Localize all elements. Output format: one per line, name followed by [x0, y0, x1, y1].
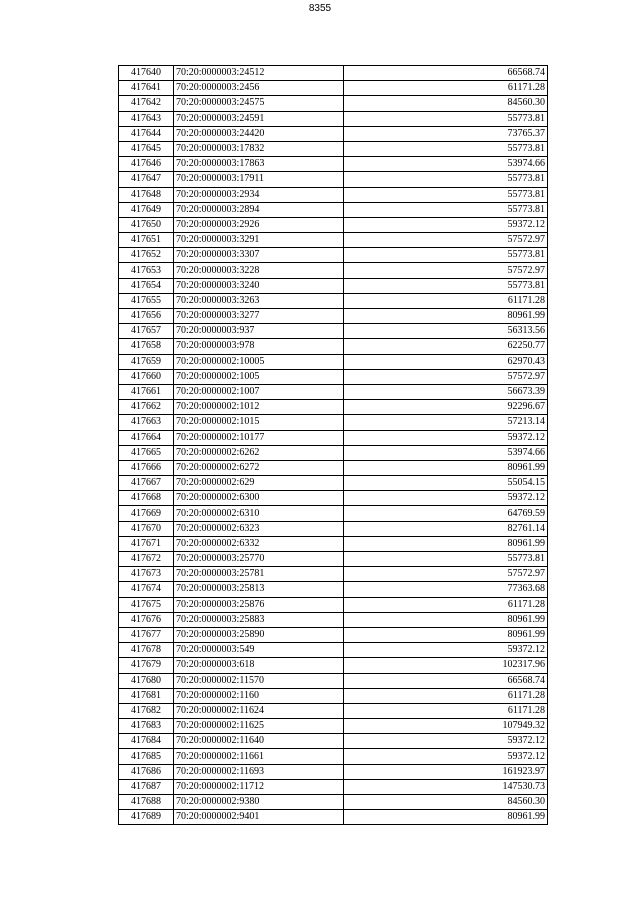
- row-number-cell: 417664: [119, 430, 174, 445]
- value-cell: 92296.67: [344, 400, 548, 415]
- row-number-cell: 417650: [119, 217, 174, 232]
- table-row: [119, 233, 548, 248]
- table-row: [119, 415, 548, 430]
- cadastral-number-cell: 70:20:0000003:24591: [174, 111, 344, 126]
- table-row: [119, 66, 548, 81]
- table-row: [119, 476, 548, 491]
- cadastral-number-cell: 70:20:0000003:24575: [174, 96, 344, 111]
- row-number-cell: 417661: [119, 384, 174, 399]
- value-cell: 59372.12: [344, 217, 548, 232]
- value-cell: 55773.81: [344, 552, 548, 567]
- cadastral-number-cell: 70:20:0000002:629: [174, 476, 344, 491]
- table-row: [119, 506, 548, 521]
- value-cell: 80961.99: [344, 536, 548, 551]
- table-row: [119, 96, 548, 111]
- row-number-cell: 417647: [119, 172, 174, 187]
- cadastral-number-cell: 70:20:0000003:24512: [174, 66, 344, 81]
- value-cell: 59372.12: [344, 491, 548, 506]
- value-cell: 59372.12: [344, 643, 548, 658]
- value-cell: 84560.30: [344, 795, 548, 810]
- value-cell: 59372.12: [344, 749, 548, 764]
- value-cell: 64769.59: [344, 506, 548, 521]
- cadastral-number-cell: 70:20:0000003:2926: [174, 217, 344, 232]
- cadastral-number-cell: 70:20:0000002:1005: [174, 369, 344, 384]
- value-cell: 55773.81: [344, 278, 548, 293]
- table-row: [119, 627, 548, 642]
- row-number-cell: 417653: [119, 263, 174, 278]
- row-number-cell: 417675: [119, 597, 174, 612]
- value-cell: 77363.68: [344, 582, 548, 597]
- value-cell: 55773.81: [344, 202, 548, 217]
- table-row: [119, 309, 548, 324]
- cadastral-number-cell: 70:20:0000002:11625: [174, 719, 344, 734]
- row-number-cell: 417662: [119, 400, 174, 415]
- table-row: [119, 552, 548, 567]
- value-cell: 161923.97: [344, 764, 548, 779]
- value-cell: 57572.97: [344, 567, 548, 582]
- row-number-cell: 417683: [119, 719, 174, 734]
- row-number-cell: 417672: [119, 552, 174, 567]
- row-number-cell: 417686: [119, 764, 174, 779]
- value-cell: 55773.81: [344, 172, 548, 187]
- table-row: [119, 369, 548, 384]
- row-number-cell: 417641: [119, 81, 174, 96]
- row-number-cell: 417687: [119, 779, 174, 794]
- table-row: [119, 764, 548, 779]
- row-number-cell: 417670: [119, 521, 174, 536]
- value-cell: 55773.81: [344, 141, 548, 156]
- row-number-cell: 417646: [119, 157, 174, 172]
- table-row: [119, 384, 548, 399]
- cadastral-number-cell: 70:20:0000003:25770: [174, 552, 344, 567]
- cadastral-number-cell: 70:20:0000003:3228: [174, 263, 344, 278]
- value-cell: 61171.28: [344, 81, 548, 96]
- table-row: [119, 172, 548, 187]
- cadastral-number-cell: 70:20:0000003:25781: [174, 567, 344, 582]
- row-number-cell: 417640: [119, 66, 174, 81]
- data-table: [118, 65, 548, 825]
- row-number-cell: 417667: [119, 476, 174, 491]
- table-row: [119, 263, 548, 278]
- cadastral-number-cell: 70:20:0000002:6332: [174, 536, 344, 551]
- table-row: [119, 643, 548, 658]
- row-number-cell: 417677: [119, 627, 174, 642]
- cadastral-number-cell: 70:20:0000003:17863: [174, 157, 344, 172]
- cadastral-number-cell: 70:20:0000002:11693: [174, 764, 344, 779]
- table-row: [119, 111, 548, 126]
- row-number-cell: 417669: [119, 506, 174, 521]
- cadastral-number-cell: 70:20:0000003:17911: [174, 172, 344, 187]
- row-number-cell: 417685: [119, 749, 174, 764]
- row-number-cell: 417684: [119, 734, 174, 749]
- table-row: [119, 597, 548, 612]
- cadastral-number-cell: 70:20:0000002:11661: [174, 749, 344, 764]
- table-row: [119, 126, 548, 141]
- row-number-cell: 417643: [119, 111, 174, 126]
- table-row: [119, 810, 548, 825]
- cadastral-number-cell: 70:20:0000002:10177: [174, 430, 344, 445]
- value-cell: 80961.99: [344, 810, 548, 825]
- row-number-cell: 417674: [119, 582, 174, 597]
- cadastral-number-cell: 70:20:0000003:25813: [174, 582, 344, 597]
- row-number-cell: 417651: [119, 233, 174, 248]
- row-number-cell: 417671: [119, 536, 174, 551]
- table-row: [119, 688, 548, 703]
- row-number-cell: 417689: [119, 810, 174, 825]
- table-row: [119, 536, 548, 551]
- table-row: [119, 354, 548, 369]
- table-row: [119, 248, 548, 263]
- value-cell: 55773.81: [344, 248, 548, 263]
- row-number-cell: 417678: [119, 643, 174, 658]
- value-cell: 57572.97: [344, 369, 548, 384]
- table-row: [119, 81, 548, 96]
- cadastral-number-cell: 70:20:0000003:3240: [174, 278, 344, 293]
- value-cell: 61171.28: [344, 688, 548, 703]
- cadastral-number-cell: 70:20:0000003:937: [174, 324, 344, 339]
- row-number-cell: 417682: [119, 703, 174, 718]
- value-cell: 61171.28: [344, 703, 548, 718]
- cadastral-number-cell: 70:20:0000003:2456: [174, 81, 344, 96]
- table-row: [119, 779, 548, 794]
- value-cell: 147530.73: [344, 779, 548, 794]
- table-row: [119, 445, 548, 460]
- value-cell: 61171.28: [344, 597, 548, 612]
- cadastral-number-cell: 70:20:0000002:6272: [174, 460, 344, 475]
- table-row: [119, 521, 548, 536]
- value-cell: 55773.81: [344, 187, 548, 202]
- row-number-cell: 417688: [119, 795, 174, 810]
- value-cell: 56313.56: [344, 324, 548, 339]
- cadastral-number-cell: 70:20:0000003:25890: [174, 627, 344, 642]
- table-row: [119, 187, 548, 202]
- value-cell: 66568.74: [344, 66, 548, 81]
- table-row: [119, 734, 548, 749]
- row-number-cell: 417649: [119, 202, 174, 217]
- cadastral-number-cell: 70:20:0000002:11570: [174, 673, 344, 688]
- value-cell: 57572.97: [344, 233, 548, 248]
- cadastral-number-cell: 70:20:0000003:618: [174, 658, 344, 673]
- cadastral-number-cell: 70:20:0000003:978: [174, 339, 344, 354]
- row-number-cell: 417648: [119, 187, 174, 202]
- cadastral-number-cell: 70:20:0000002:9401: [174, 810, 344, 825]
- cadastral-number-cell: 70:20:0000003:3291: [174, 233, 344, 248]
- cadastral-number-cell: 70:20:0000002:9380: [174, 795, 344, 810]
- table-row: [119, 795, 548, 810]
- table-row: [119, 430, 548, 445]
- cadastral-number-cell: 70:20:0000002:6323: [174, 521, 344, 536]
- cadastral-number-cell: 70:20:0000002:1012: [174, 400, 344, 415]
- cadastral-number-cell: 70:20:0000003:549: [174, 643, 344, 658]
- row-number-cell: 417645: [119, 141, 174, 156]
- cadastral-number-cell: 70:20:0000003:2934: [174, 187, 344, 202]
- row-number-cell: 417681: [119, 688, 174, 703]
- value-cell: 56673.39: [344, 384, 548, 399]
- cadastral-number-cell: 70:20:0000002:1007: [174, 384, 344, 399]
- table-body: [119, 66, 548, 825]
- row-number-cell: 417660: [119, 369, 174, 384]
- value-cell: 102317.96: [344, 658, 548, 673]
- cadastral-number-cell: 70:20:0000002:10005: [174, 354, 344, 369]
- table-row: [119, 202, 548, 217]
- cadastral-number-cell: 70:20:0000002:1160: [174, 688, 344, 703]
- cadastral-number-cell: 70:20:0000003:3263: [174, 293, 344, 308]
- cadastral-number-cell: 70:20:0000003:3277: [174, 309, 344, 324]
- value-cell: 62970.43: [344, 354, 548, 369]
- value-cell: 80961.99: [344, 460, 548, 475]
- cadastral-number-cell: 70:20:0000002:6262: [174, 445, 344, 460]
- row-number-cell: 417673: [119, 567, 174, 582]
- table-row: [119, 582, 548, 597]
- table-row: [119, 217, 548, 232]
- value-cell: 57213.14: [344, 415, 548, 430]
- value-cell: 73765.37: [344, 126, 548, 141]
- value-cell: 59372.12: [344, 430, 548, 445]
- row-number-cell: 417659: [119, 354, 174, 369]
- table-row: [119, 703, 548, 718]
- row-number-cell: 417679: [119, 658, 174, 673]
- cadastral-number-cell: 70:20:0000003:17832: [174, 141, 344, 156]
- table-row: [119, 339, 548, 354]
- table-row: [119, 278, 548, 293]
- row-number-cell: 417655: [119, 293, 174, 308]
- value-cell: 59372.12: [344, 734, 548, 749]
- cadastral-number-cell: 70:20:0000002:11712: [174, 779, 344, 794]
- row-number-cell: 417642: [119, 96, 174, 111]
- row-number-cell: 417644: [119, 126, 174, 141]
- value-cell: 80961.99: [344, 309, 548, 324]
- value-cell: 84560.30: [344, 96, 548, 111]
- row-number-cell: 417658: [119, 339, 174, 354]
- row-number-cell: 417657: [119, 324, 174, 339]
- table-row: [119, 324, 548, 339]
- cadastral-number-cell: 70:20:0000003:2894: [174, 202, 344, 217]
- value-cell: 66568.74: [344, 673, 548, 688]
- table-row: [119, 567, 548, 582]
- row-number-cell: 417668: [119, 491, 174, 506]
- table-row: [119, 157, 548, 172]
- row-number-cell: 417652: [119, 248, 174, 263]
- cadastral-number-cell: 70:20:0000002:6310: [174, 506, 344, 521]
- value-cell: 82761.14: [344, 521, 548, 536]
- value-cell: 55054.15: [344, 476, 548, 491]
- row-number-cell: 417665: [119, 445, 174, 460]
- table-row: [119, 293, 548, 308]
- cadastral-number-cell: 70:20:0000002:1015: [174, 415, 344, 430]
- table-row: [119, 673, 548, 688]
- table-row: [119, 400, 548, 415]
- row-number-cell: 417656: [119, 309, 174, 324]
- cadastral-number-cell: 70:20:0000002:6300: [174, 491, 344, 506]
- value-cell: 62250.77: [344, 339, 548, 354]
- table-row: [119, 749, 548, 764]
- table-row: [119, 460, 548, 475]
- cadastral-number-cell: 70:20:0000002:11640: [174, 734, 344, 749]
- table-row: [119, 491, 548, 506]
- value-cell: 80961.99: [344, 612, 548, 627]
- value-cell: 61171.28: [344, 293, 548, 308]
- value-cell: 53974.66: [344, 445, 548, 460]
- cadastral-number-cell: 70:20:0000003:25883: [174, 612, 344, 627]
- row-number-cell: 417654: [119, 278, 174, 293]
- table-row: [119, 612, 548, 627]
- row-number-cell: 417680: [119, 673, 174, 688]
- table-row: [119, 658, 548, 673]
- value-cell: 80961.99: [344, 627, 548, 642]
- value-cell: 55773.81: [344, 111, 548, 126]
- value-cell: 107949.32: [344, 719, 548, 734]
- cadastral-number-cell: 70:20:0000003:3307: [174, 248, 344, 263]
- row-number-cell: 417676: [119, 612, 174, 627]
- table-row: [119, 719, 548, 734]
- page-number: 8355: [308, 3, 332, 14]
- row-number-cell: 417666: [119, 460, 174, 475]
- cadastral-number-cell: 70:20:0000003:24420: [174, 126, 344, 141]
- row-number-cell: 417663: [119, 415, 174, 430]
- table-row: [119, 141, 548, 156]
- value-cell: 53974.66: [344, 157, 548, 172]
- value-cell: 57572.97: [344, 263, 548, 278]
- cadastral-number-cell: 70:20:0000002:11624: [174, 703, 344, 718]
- cadastral-number-cell: 70:20:0000003:25876: [174, 597, 344, 612]
